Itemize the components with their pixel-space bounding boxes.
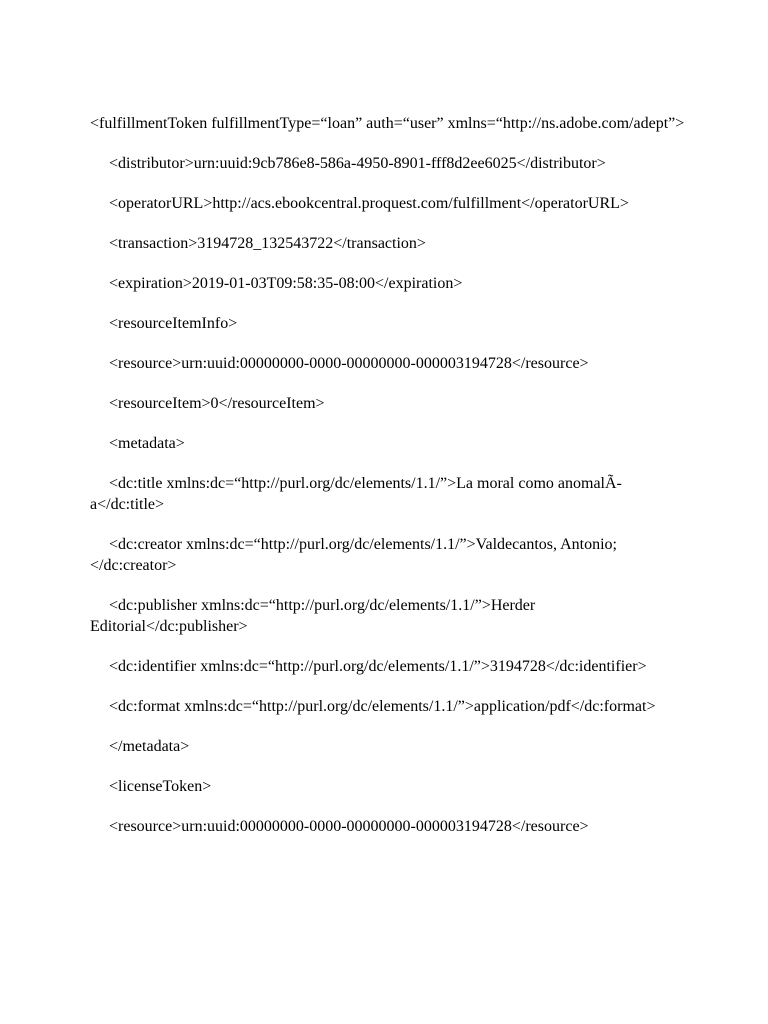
dc-publisher-line: <dc:publisher xmlns:dc=“http://purl.org/dc/elements/1.1/”>Herder Editorial</dc:publisher>: [90, 597, 540, 635]
fulfillment-token-line: <fulfillmentToken fulfillmentType=“loan” auth=“user” xmlns=“http://ns.adobe.com/adept”>: [90, 115, 685, 132]
dc-format-line: <dc:format xmlns:dc=“http://purl.org/dc/elements/1.1/”>application/pdf</dc:format>: [109, 698, 656, 715]
resource-line: <resource>urn:uuid:00000000-0000-00000000-000003194728</resource>: [109, 355, 589, 372]
operator-url-line: <operatorURL>http://acs.ebookcentral.proquest.com/fulfillment</operatorURL>: [109, 195, 629, 212]
distributor-line: <distributor>urn:uuid:9cb786e8-586a-4950-8901-fff8d2ee6025</distributor>: [109, 155, 606, 172]
transaction-line: <transaction>3194728_132543722</transaction>: [109, 235, 426, 252]
license-resource-line: <resource>urn:uuid:00000000-0000-00000000-000003194728</resource>: [109, 818, 589, 835]
dc-creator-line: <dc:creator xmlns:dc=“http://purl.org/dc/elements/1.1/”>Valdecantos, Antonio; </dc:creator>: [90, 536, 621, 574]
dc-identifier-line: <dc:identifier xmlns:dc=“http://purl.org/dc/elements/1.1/”>3194728</dc:identifier>: [109, 658, 647, 675]
resource-item-info-line: <resourceItemInfo>: [109, 315, 238, 332]
metadata-close-line: </metadata>: [109, 738, 190, 755]
resource-item-line: <resourceItem>0</resourceItem>: [109, 395, 325, 412]
expiration-line: <expiration>2019-01-03T09:58:35-08:00</expiration>: [109, 275, 463, 292]
dc-title-line: <dc:title xmlns:dc=“http://purl.org/dc/elements/1.1/”>La moral como anomalÃa</dc:title>: [90, 475, 622, 513]
license-token-line: <licenseToken>: [109, 778, 212, 795]
document-body: [90, 113, 690, 856]
metadata-open-line: <metadata>: [109, 435, 185, 452]
